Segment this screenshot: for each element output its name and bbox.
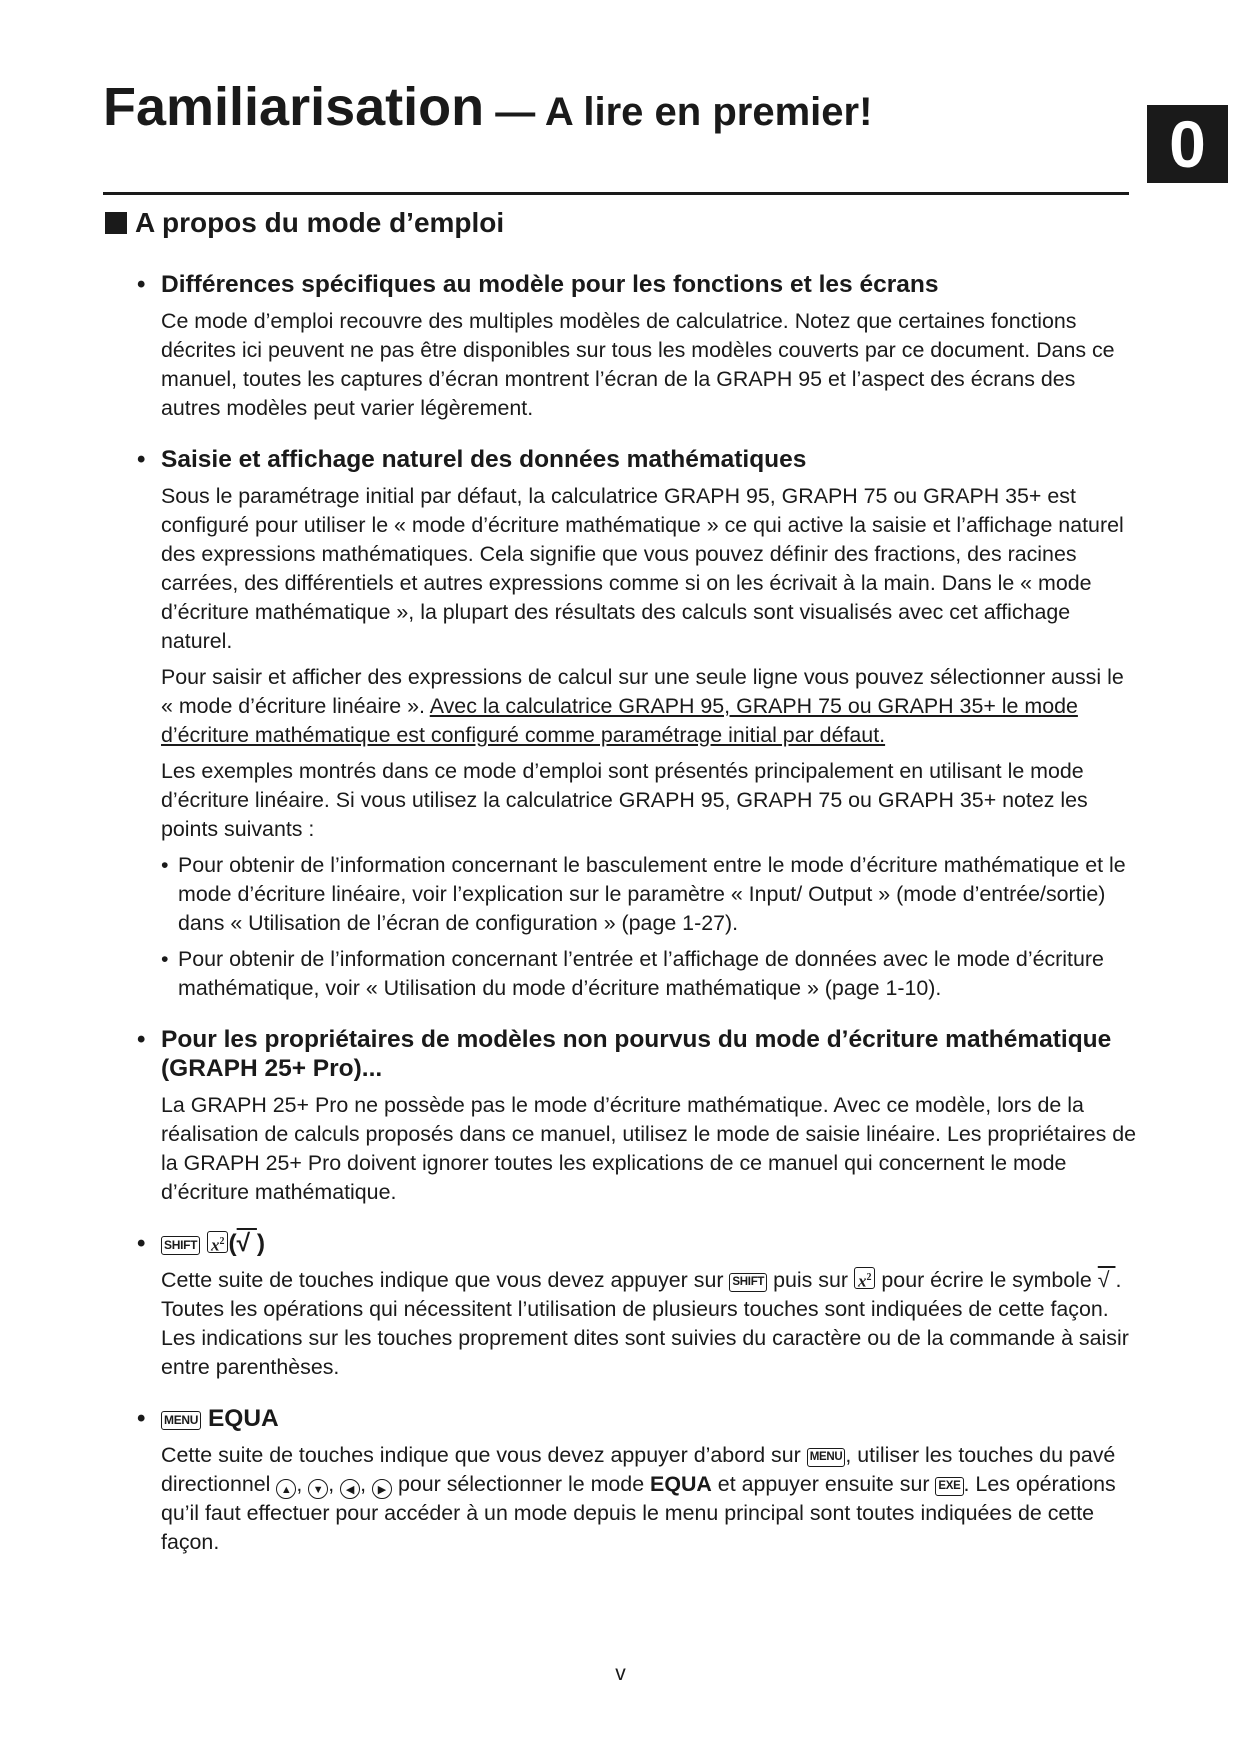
x-squared-key-icon bbox=[207, 1231, 229, 1253]
paragraph-text: Pour saisir et afficher des expressions de calcul sur une seule ligne vous pouvez sélectionner aussi le « mode d’écriture linéaire ». bbox=[161, 665, 1124, 718]
paragraph bbox=[161, 1441, 1136, 1557]
sub-list-item bbox=[161, 945, 1136, 1003]
paragraph-text: . Les opérations qu’il faut effectuer pour accéder à un mode depuis le menu principal sont toutes indiquées de cette façon. bbox=[161, 1472, 1116, 1554]
paragraph: Sous le paramétrage initial par défaut, la calculatrice GRAPH 95, GRAPH 75 ou GRAPH 35+ est configuré pour utiliser le « mode d’écriture mathématique » ce qui active la saisie et l’affichage naturel des expressions mathématiques. Cela signifie que vous pouvez définir des fractions, des racines carrées, des différentiels et autres expressions comme si on les écrivait à la main. Dans le « mode d’écriture mathématique », la plupart des résultats des calculs sont visualisés avec cet affichage naturel. bbox=[161, 484, 1124, 653]
key-label: x bbox=[857, 1272, 867, 1291]
key-superscript: 2 bbox=[219, 1236, 225, 1248]
paren-open: ( bbox=[228, 1230, 237, 1257]
separator: , bbox=[296, 1472, 309, 1496]
paragraph-text: . Toutes les opérations qui nécessitent l’utilisation de plusieurs touches sont indiquées de cette façon. Les indications sur les touches proprement dites sont suivies du caractère ou de la commande à saisir entre parenthèses. bbox=[161, 1268, 1129, 1379]
bullet-icon: • bbox=[137, 1405, 146, 1432]
paragraph: La GRAPH 25+ Pro ne possède pas le mode d’écriture mathématique. Avec ce modèle, lors de la réalisation de calculs proposés dans ce manuel, utilisez le mode de saisie linéaire. Les propriétaires de la GRAPH 25+ Pro doivent ignorer toutes les explications de ce manuel qui concernent le mode d’écriture mathématique. bbox=[161, 1093, 1136, 1204]
separator: , bbox=[328, 1472, 341, 1496]
paragraph bbox=[161, 663, 1136, 750]
small-bullet-icon: • bbox=[161, 853, 169, 877]
menu-key-icon: MENU bbox=[807, 1448, 846, 1467]
paragraph-text: Cette suite de touches indique que vous devez appuyer d’abord sur bbox=[161, 1443, 807, 1467]
bullet-icon: • bbox=[137, 1026, 146, 1053]
item-heading: Saisie et affichage naturel des données mathématiques bbox=[161, 446, 807, 473]
key-superscript: 2 bbox=[866, 1272, 872, 1284]
page-number: v bbox=[615, 1662, 626, 1685]
sub-list-item bbox=[161, 851, 1136, 938]
bullet-icon: • bbox=[137, 446, 146, 473]
arrow-up-key-icon: ▲ bbox=[276, 1479, 296, 1499]
square-bullet-icon bbox=[105, 212, 127, 234]
paragraph: Les exemples montrés dans ce mode d’emploi sont présentés principalement en utilisant le mode d’écriture linéaire. Si vous utilisez la calculatrice GRAPH 95, GRAPH 75 ou GRAPH 35+ notez les points suivants : bbox=[161, 759, 1088, 841]
list-item bbox=[137, 1025, 1136, 1207]
paragraph-text: et appuyer ensuite sur bbox=[711, 1472, 936, 1496]
bullet-icon: • bbox=[137, 271, 146, 298]
item-heading bbox=[161, 1229, 1136, 1258]
exe-key-icon: EXE bbox=[935, 1477, 963, 1496]
list-item bbox=[137, 445, 1136, 1003]
page-title-main: Familiarisation bbox=[103, 77, 485, 137]
paragraph-text: , utiliser les touches du pavé directionnel bbox=[161, 1443, 1116, 1496]
content bbox=[137, 270, 1136, 1579]
arrow-down-key-icon: ▼ bbox=[308, 1479, 328, 1499]
sub-list-item-text: Pour obtenir de l’information concernant le basculement entre le mode d’écriture mathématique et le mode d’écriture linéaire, voir l’explication sur le paramètre « Input/ Output » (mode d’entrée/sortie) dans « Utilisation de l’écran de configuration » (page 1-27). bbox=[178, 853, 1126, 935]
sub-list bbox=[161, 851, 1136, 1003]
chapter-tab: 0 bbox=[1147, 105, 1228, 183]
page-title-sub: — A lire en premier! bbox=[484, 90, 873, 134]
section-heading bbox=[105, 207, 504, 239]
key-label: x bbox=[210, 1236, 220, 1255]
bullet-icon: • bbox=[137, 1230, 146, 1257]
sub-list-item-text: Pour obtenir de l’information concernant l’entrée et l’affichage de données avec le mode d’écriture mathématique, voir « Utilisation du mode d’écriture mathématique » (page 1-10). bbox=[178, 947, 1104, 1000]
paragraph bbox=[161, 1266, 1136, 1382]
page-title bbox=[103, 78, 872, 137]
bold-text: EQUA bbox=[650, 1472, 712, 1496]
sqrt-symbol: √ bbox=[1097, 1268, 1116, 1292]
item-heading: Différences spécifiques au modèle pour les fonctions et les écrans bbox=[161, 271, 939, 298]
item-heading bbox=[161, 1404, 1136, 1433]
paren-close: ) bbox=[256, 1230, 266, 1257]
paragraph: Ce mode d’emploi recouvre des multiples modèles de calculatrice. Notez que certaines fonctions décrites ici peuvent ne pas être disponibles sur tous les modèles couverts par ce document. Dans ce manuel, toutes les captures d’écran montrent l’écran de la GRAPH 95 et l’aspect des écrans des autres modèles peut varier légèrement. bbox=[161, 309, 1115, 420]
item-heading-text: EQUA bbox=[201, 1405, 279, 1432]
list-item bbox=[137, 270, 1136, 423]
list-item bbox=[137, 1229, 1136, 1382]
list-item bbox=[137, 1404, 1136, 1557]
small-bullet-icon: • bbox=[161, 947, 169, 971]
x-squared-key-icon bbox=[854, 1267, 876, 1289]
item-heading: Pour les propriétaires de modèles non pourvus du mode d’écriture mathématique (GRAPH 25+ Pro)... bbox=[161, 1026, 1112, 1082]
shift-key-icon: SHIFT bbox=[161, 1236, 200, 1255]
arrow-left-key-icon: ◀ bbox=[340, 1479, 360, 1499]
underlined-text: Avec la calculatrice GRAPH 95, GRAPH 75 ou GRAPH 35+ le mode d’écriture mathématique est configuré comme paramétrage initial par défaut. bbox=[161, 694, 1078, 747]
title-rule bbox=[103, 192, 1129, 195]
section-heading-text: A propos du mode d’emploi bbox=[135, 207, 505, 238]
separator: , bbox=[360, 1472, 373, 1496]
paragraph-text: pour écrire le symbole bbox=[875, 1268, 1098, 1292]
paragraph-text: puis sur bbox=[767, 1268, 854, 1292]
paragraph-text: pour sélectionner le mode bbox=[392, 1472, 651, 1496]
arrow-right-key-icon: ▶ bbox=[372, 1479, 392, 1499]
sqrt-symbol: √ bbox=[236, 1230, 257, 1257]
menu-key-icon: MENU bbox=[161, 1411, 201, 1430]
shift-key-icon: SHIFT bbox=[729, 1273, 767, 1292]
paragraph-text: Cette suite de touches indique que vous devez appuyer sur bbox=[161, 1268, 730, 1292]
